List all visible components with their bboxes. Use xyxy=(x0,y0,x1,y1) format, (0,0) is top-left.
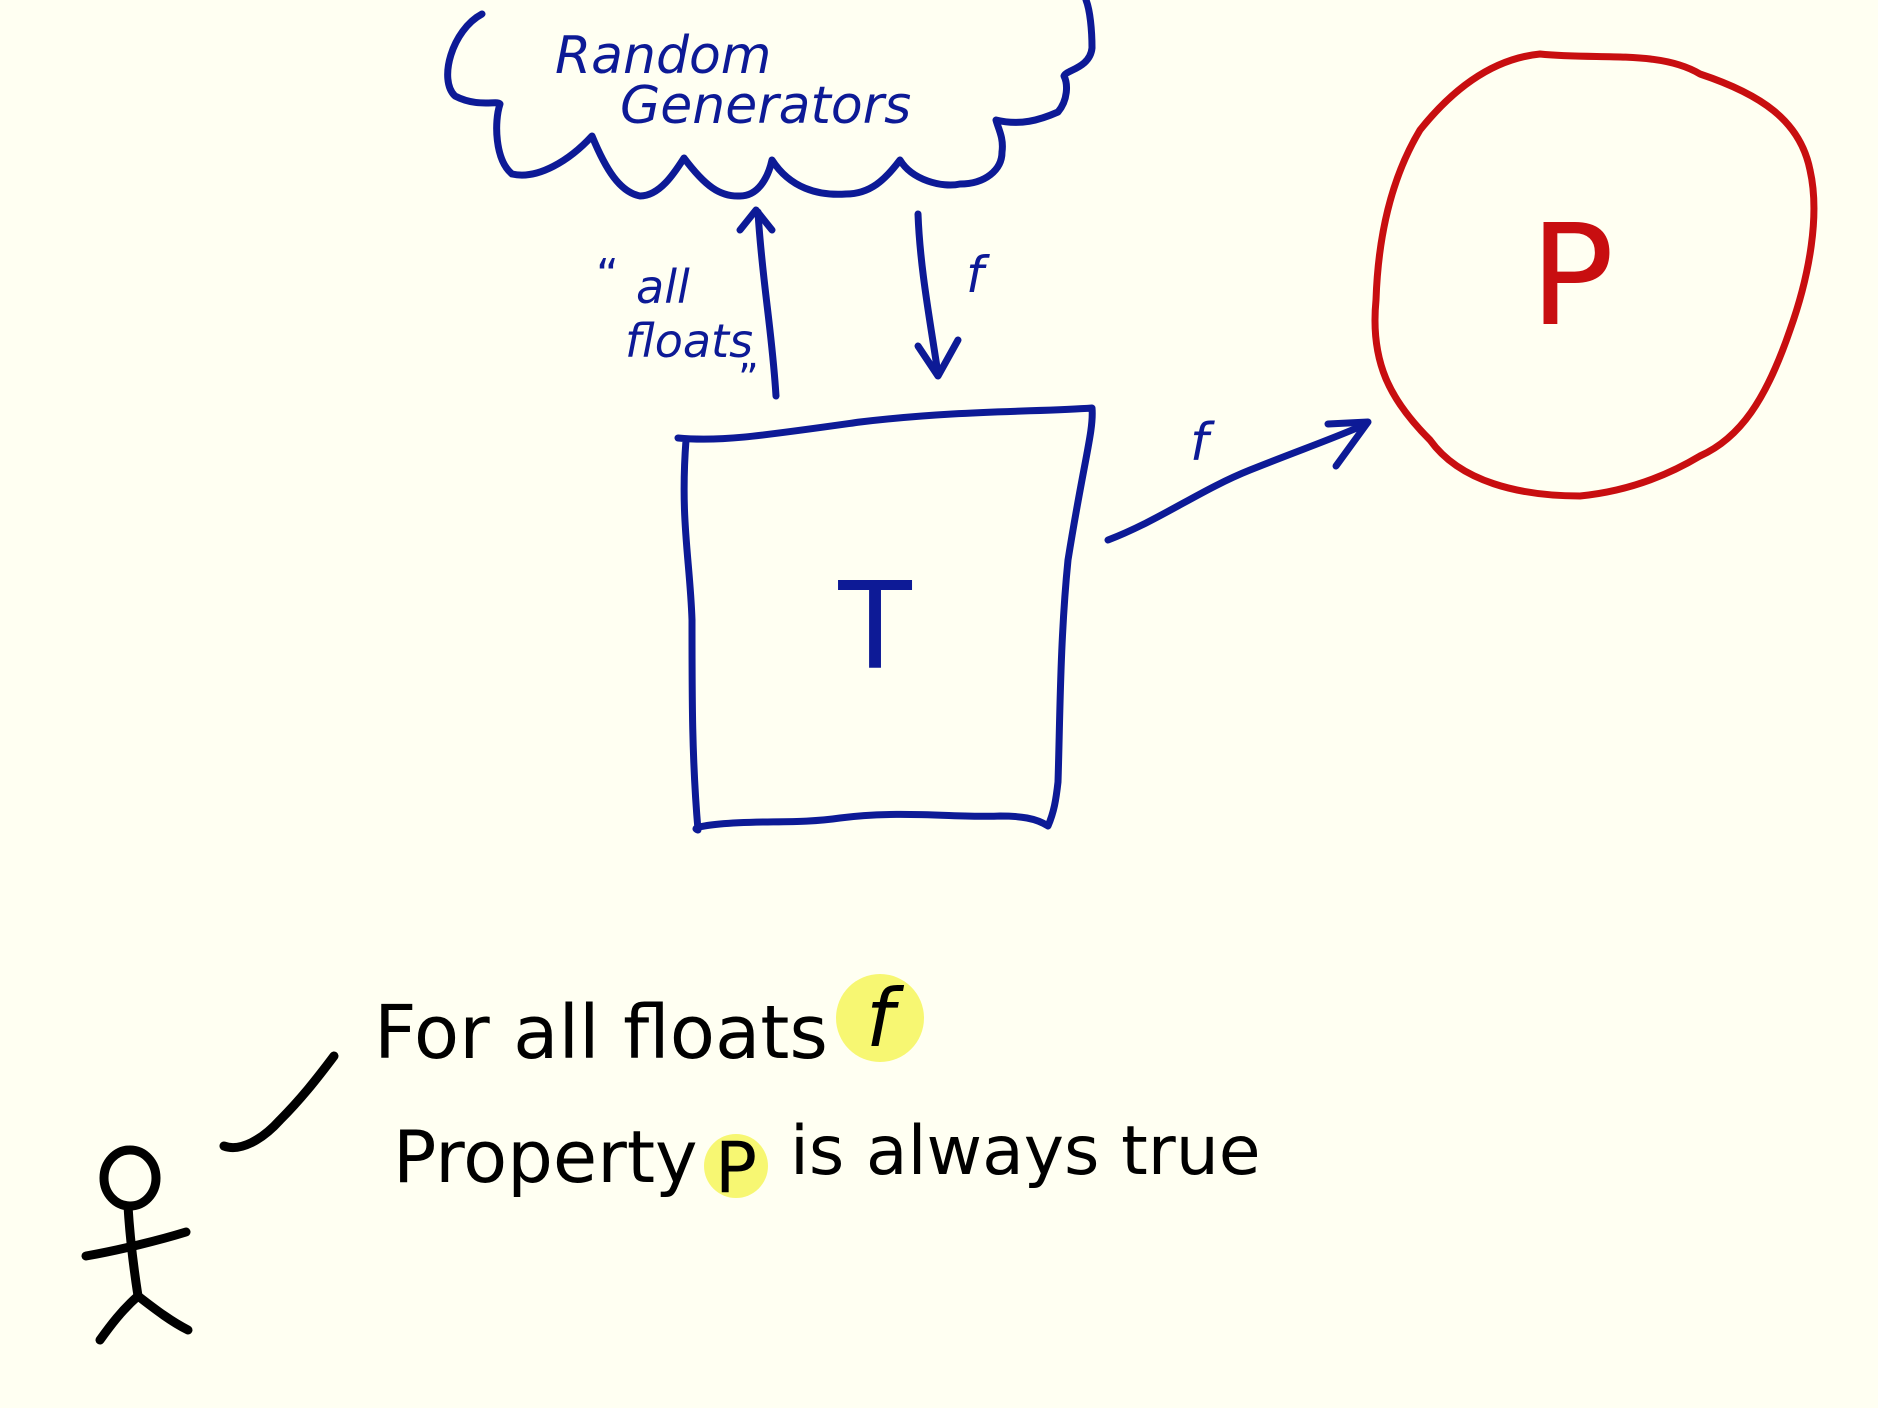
test-box-label: T xyxy=(838,558,912,697)
statement-line2-var: P xyxy=(714,1127,758,1209)
arrow-right-label: f xyxy=(1190,413,1209,473)
statement-line1-var: f xyxy=(865,972,895,1065)
statement xyxy=(374,972,1261,1209)
property-circle xyxy=(1375,54,1814,496)
arrow-right-to-property xyxy=(1108,422,1368,540)
all-floats-line2: floats xyxy=(625,314,754,368)
all-floats-open-quote: “ xyxy=(596,250,619,301)
statement-line2-rest: is always true xyxy=(790,1112,1261,1191)
person-icon xyxy=(86,1150,188,1340)
all-floats-label xyxy=(596,250,759,402)
cloud-label-line2: Generators xyxy=(620,76,912,136)
arrow-down-to-test xyxy=(918,214,958,376)
all-floats-close-quote: ” xyxy=(738,356,759,402)
speech-tick-icon xyxy=(224,1056,334,1148)
property-circle-label: P xyxy=(1529,195,1615,358)
random-generators-cloud xyxy=(448,0,1092,196)
all-floats-line1: all xyxy=(636,260,690,314)
statement-line1: For all floats xyxy=(374,990,828,1076)
test-box xyxy=(678,408,1092,830)
arrow-down-label: f xyxy=(966,246,984,304)
cloud-label-line1: Random xyxy=(555,26,772,86)
statement-line2: Property xyxy=(393,1115,698,1199)
